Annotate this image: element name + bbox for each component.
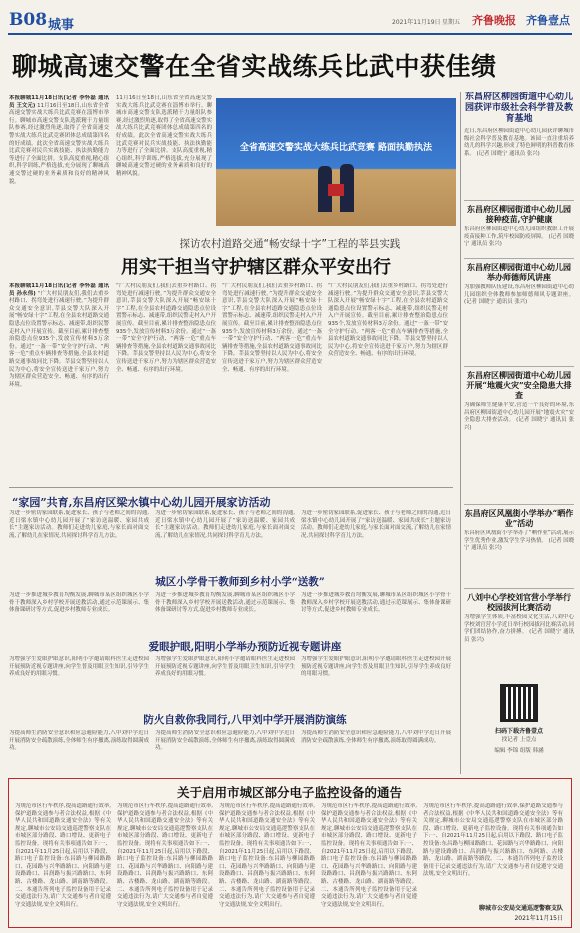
sidebar-body <box>464 226 574 249</box>
notice-box <box>8 778 572 928</box>
header-rule <box>8 33 572 35</box>
photo-banner-text: 全省高速交警实战大练兵比武竞赛 路面执勤执法 <box>239 143 433 153</box>
second-body-cont: “广大村民朋友们,我们去重乡村路口、拐弯处进行减速行驶。”为提升群众交通安全意识,莘县交警大队深入开展“畅安绿十字”工程,在全县农村道路交通隐患点位设置警示标志、减速带,组织民警走村入户开展宣传。截至目前,累计排查整治隐患点位935个,发放宣传材料3万余份。通过“一盔一带”安全守护行动、“两客一危”重点车辆排查等措施,全县农村道路交通事故同比下降。莘县交警坚持以人民为中心,将安全宣传送进千家万户,努力为辖区群众营造安全、畅通、有序的出行环境。 <box>328 283 448 358</box>
sidebar-headline: 东昌府区柳园街道中心幼儿园获评市级社会科学普及教育基地 <box>464 92 573 124</box>
award-plaque <box>328 184 344 196</box>
qr-block <box>466 684 572 776</box>
lower-headline-4: 防火自救你我同行,八甲刘中学开展消防演练 <box>143 714 347 726</box>
sidebar-body <box>464 284 574 307</box>
sidebar-body-text: 近日,东昌府区柳园街道中心幼儿园获评聊城市级社会科学普及教育基地。该园一直注重培养幼儿的科学兴趣,形成了特色鲜明的科普教育体系。 <box>464 128 574 157</box>
qr-caption: 扫码下载齐鲁壹点 <box>494 728 543 735</box>
sidebar-body <box>464 402 574 432</box>
page-code: B08 <box>9 10 48 30</box>
second-article-col3 <box>222 283 322 481</box>
second-byline: 本报聊城11月18日讯(记者 李怀磊 通讯员 孙永伟) <box>9 283 109 297</box>
brand-logo: 齐鲁晚报 <box>472 14 516 27</box>
second-article-col2 <box>116 283 216 481</box>
sidebar-body <box>464 128 574 158</box>
sidebar-headline: 东昌府区柳园街道中心幼儿园接种疫苗,守护健康 <box>467 204 571 224</box>
sidebar-credit: (记者 国晓宁 通讯员 张兴) <box>464 233 574 248</box>
notice-signoff-date: 2021年11月15日 <box>514 915 563 922</box>
lower-body-4b: 为提高师生消防安全意识和应急避险能力,八甲刘中学近日开展消防安全疏散演练,全体师生有序撤离,演练取得圆满成功。 <box>155 730 295 752</box>
lower-headline-2: 城区小学骨干教师到乡村小学“送教” <box>155 576 325 588</box>
award-photo <box>216 98 456 226</box>
editor-credits: 编辑 李锦 组版 韩涵 <box>494 748 544 754</box>
sidebar-body <box>464 614 574 644</box>
main-body-cont: 11月16日至18日,山东省全省高速交警实战大练兵比武竞赛在淄博市举行。聊城市高速交警支队选派精干力量组队参赛,经过激烈角逐,取得了全省高速交警实战大练兵比武竞赛团体总成绩第四名的好成绩。此次全省高速交警实战大练兵比武竞赛对民兵实战技能、执法执勤能力等进行了全面比拼。支队高度重视,精心组织,科学训练,严格选拔,充分展现了聊城高速交警过硬的业务素质和良好的精神风貌。 <box>116 95 212 177</box>
sidebar-item <box>464 200 574 258</box>
lower-headline-1: “家园”共育,东昌府区梁水镇中心幼儿园开展家访活动 <box>12 496 271 509</box>
second-article-subtitle: 探访农村道路交通“畅安绿十字”工程的莘县实践 <box>179 238 401 250</box>
notice-body-col1: 为规范市区行车秩序,提高道路通行效率,保护道路交通参与者合法权益,根据《中华人民共和国道路交通安全法》等有关规定,聊城市公安局交通巡逻警察支队在市城区部分路段、路口增设、更新电子监控设备。现将有关事项通告如下:一、自2021年11月25日起,启用以下路段、路口电子监控设备:东昌路与柳园路路口、花园路与兴华路路口、向阳路与建设路路口、昌润路与振兴路路口、东阿路、古楼路、龙山路、湖南路等路段。二、本通告所列电子监控设备用于记录交通违法行为,请广大交通参与者自觉遵守交通法规,安全文明出行。 <box>15 803 111 908</box>
lower-body-4c: 为提高师生消防安全意识和应急避险能力,八甲刘中学近日开展消防安全疏散演练,全体师生有序撤离,演练取得圆满成功。 <box>301 730 451 744</box>
sidebar-headline: 东昌府区柳园街道中心幼儿园举办师德师风讲座 <box>467 262 571 282</box>
sidebar-item <box>464 588 574 688</box>
lower-body-1b: 为进一步密切家园联系,促进家长、孩子与老师之间的沟通,近日梁水镇中心幼儿园开展了“家访送温暖、家园共成长”主题家访活动。教师们走进幼儿家庭,与家长面对面交流,了解幼儿在家情况,共同探讨科学育儿方法。 <box>155 510 295 539</box>
section-name: 城事 <box>48 18 75 33</box>
second-article-headline: 用实干担当守护辖区群众平安出行 <box>121 257 391 278</box>
sidebar-body-text: 东昌府区柳园街道中心幼儿园组织教职工开展疫苗接种工作,筑牢校园防疫屏障。 <box>464 226 574 240</box>
sidebar-credit: (记者 国晓宁 通讯员 张兴) <box>464 299 528 306</box>
sidebar-item <box>464 258 574 366</box>
qr-code-icon[interactable] <box>500 684 538 722</box>
divider <box>9 487 453 488</box>
page-header <box>0 0 580 40</box>
sidebar-body-text: 为加强教师队伍建设,东昌府区柳园街道中心幼儿园组织全体教师参加师德师风专题讲座。 <box>464 284 574 298</box>
lower-body-3c: 为增强学生爱眼护眼意识,阳明小学邀请眼科医生走进校园开展预防近视专题讲座,向学生普及用眼卫生知识,引导学生养成良好的用眼习惯。 <box>301 656 451 678</box>
lower-body-1: 为进一步密切家园联系,促进家长、孩子与老师之间的沟通,近日梁水镇中心幼儿园开展了“家访送温暖、家园共成长”主题家访活动。教师们走进幼儿家庭,与家长面对面交流,了解幼儿在家情况,共同探讨科学育儿方法。 <box>9 510 149 539</box>
column-divider <box>460 92 461 774</box>
qr-subcaption: 找记者 上壹点 <box>501 737 537 743</box>
main-article-text <box>9 95 109 245</box>
second-body: “广大村民朋友们,我们去重乡村路口、拐弯处进行减速行驶。”为提升群众交通安全意识,莘县交警大队深入开展“畅安绿十字”工程,在全县农村道路交通隐患点位设置警示标志、减速带,组织民警走村入户开展宣传。截至目前,累计排查整治隐患点位935个,发放宣传材料3万余份。通过“一盔一带”安全守护行动、“两客一危”重点车辆排查等措施,全县农村道路交通事故同比下降。莘县交警坚持以人民为中心,将安全宣传送进千家万户,努力为辖区群众营造安全、畅通、有序的出行环境。 <box>9 290 109 388</box>
sidebar-item <box>464 92 574 200</box>
sidebar-body-text: 为确保师生健康平安,营造一个良好的环境,东昌府区柳园街道中心幼儿园开展“地震火灾”安全隐患大排查活动。 <box>464 402 574 424</box>
second-article-col1 <box>9 283 109 481</box>
lower-body-3: 为增强学生爱眼护眼意识,阳明小学邀请眼科医生走进校园开展预防近视专题讲座,向学生普及用眼卫生知识,引导学生养成良好的用眼习惯。 <box>9 656 149 678</box>
sidebar-body-text: 为增强学生体质,丰富校园文化生活,八刘中心学校刘官营小学近日举行校园拔河比赛活动,同学们团结协作,奋力拼搏。 <box>464 614 574 636</box>
brand-logo-blue: 齐鲁壹点 <box>526 14 570 27</box>
sidebar-item <box>464 366 574 504</box>
sidebar-body-text: 东昌府区风凰街小学举办了“晒作业”活动,展示学生优秀作业,激发学生学习热情。 <box>464 530 574 544</box>
main-headline: 聊城高速交警在全省实战练兵比武中获佳绩 <box>12 52 497 81</box>
second-article-col4 <box>328 283 448 481</box>
lower-body-3b: 为增强学生爱眼护眼意识,阳明小学邀请眼科医生走进校园开展预防近视专题讲座,向学生普及用眼卫生知识,引导学生养成良好的用眼习惯。 <box>155 656 295 678</box>
sidebar-credit: (记者 国晓宁 通讯员 张兴) <box>464 537 574 552</box>
notice-body-col2: 为规范市区行车秩序,提高道路通行效率,保护道路交通参与者合法权益,根据《中华人民共和国道路交通安全法》等有关规定,聊城市公安局交通巡逻警察支队在市城区部分路段、路口增设、更新电子监控设备。现将有关事项通告如下:一、自2021年11月25日起,启用以下路段、路口电子监控设备:东昌路与柳园路路口、花园路与兴华路路口、向阳路与建设路路口、昌润路与振兴路路口、东阿路、古楼路、龙山路、湖南路等路段。二、本通告所列电子监控设备用于记录交通违法行为,请广大交通参与者自觉遵守交通法规,安全文明出行。 <box>117 803 213 908</box>
notice-body-col5: 为规范市区行车秩序,提高道路通行效率,保护道路交通参与者合法权益,根据《中华人民共和国道路交通安全法》等有关规定,聊城市公安局交通巡逻警察支队在市城区部分路段、路口增设、更新电子监控设备。现将有关事项通告如下:一、自2021年11月25日起,启用以下路段、路口电子监控设备:东昌路与柳园路路口、花园路与兴华路路口、向阳路与建设路路口、昌润路与振兴路路口、东阿路、古楼路、龙山路、湖南路等路段。二、本通告所列电子监控设备用于记录交通违法行为,请广大交通参与者自觉遵守交通法规,安全文明出行。 <box>423 803 563 878</box>
sidebar-credit: (记者 国晓宁 通讯员 张兴) <box>464 417 574 431</box>
main-byline: 本报聊城11月18日讯(记者 李怀磊 通讯员 王文元) <box>9 95 109 109</box>
lower-body-4: 为提高师生消防安全意识和应急避险能力,八甲刘中学近日开展消防安全疏散演练,全体师生有序撤离,演练取得圆满成功。 <box>9 730 149 752</box>
main-body: 11月16日至18日,山东省全省高速交警实战大练兵比武竞赛在淄博市举行。聊城市高速交警支队选派精干力量组队参赛,经过激烈角逐,取得了全省高速交警实战大练兵比武竞赛团体总成绩第四名的好成绩。此次全省高速交警实战大练兵比武竞赛对民兵实战技能、执法执勤能力等进行了全面比拼。支队高度重视,精心组织,科学训练,严格选拔,充分展现了聊城高速交警过硬的业务素质和良好的精神风貌。 <box>9 102 109 185</box>
notice-headline: 关于启用市城区部分电子监控设备的通告 <box>176 785 402 800</box>
lower-body-2b: 为进一步推进城乡教育均衡发展,聊城市某区组织城区小学骨干教师深入乡村学校开展送教活动,通过示范课展示、集体备课研讨等方式,促进乡村教师专业成长。 <box>155 592 295 614</box>
sidebar <box>464 92 574 776</box>
notice-body-col4: 为规范市区行车秩序,提高道路通行效率,保护道路交通参与者合法权益,根据《中华人民共和国道路交通安全法》等有关规定,聊城市公安局交通巡逻警察支队在市城区部分路段、路口增设、更新电子监控设备。现将有关事项通告如下:一、自2021年11月25日起,启用以下路段、路口电子监控设备:东昌路与柳园路路口、花园路与兴华路路口、向阳路与建设路路口、昌润路与振兴路路口、东阿路、古楼路、龙山路、湖南路等路段。二、本通告所列电子监控设备用于记录交通违法行为,请广大交通参与者自觉遵守交通法规,安全文明出行。 <box>321 803 417 908</box>
lower-body-1c: 为进一步密切家园联系,促进家长、孩子与老师之间的沟通,近日梁水镇中心幼儿园开展了“家访送温暖、家园共成长”主题家访活动。教师们走进幼儿家庭,与家长面对面交流,了解幼儿在家情况,共同探讨科学育儿方法。 <box>301 510 451 539</box>
sidebar-credit: (记者 国晓宁 通讯员 张兴) <box>464 629 574 643</box>
second-body-cont: “广大村民朋友们,我们去重乡村路口、拐弯处进行减速行驶。”为提升群众交通安全意识,莘县交警大队深入开展“畅安绿十字”工程,在全县农村道路交通隐患点位设置警示标志、减速带,组织民警走村入户开展宣传。截至目前,累计排查整治隐患点位935个,发放宣传材料3万余份。通过“一盔一带”安全守护行动、“两客一危”重点车辆排查等措施,全县农村道路交通事故同比下降。莘县交警坚持以人民为中心,将安全宣传送进千家万户,努力为辖区群众营造安全、畅通、有序的出行环境。 <box>222 283 322 373</box>
notice-signoff-org: 聊城市公安局交通巡逻警察支队 <box>478 905 563 912</box>
main-article-text-col2 <box>116 95 212 245</box>
sidebar-headline: 东昌府区柳园街道中心幼儿园开展“地震火灾”安全隐患大排查 <box>466 370 572 400</box>
sidebar-headline: 八刘中心学校刘官营小学举行校园拔河比赛活动 <box>467 592 571 612</box>
lower-body-2: 为进一步推进城乡教育均衡发展,聊城市某区组织城区小学骨干教师深入乡村学校开展送教活动,通过示范课展示、集体备课研讨等方式,促进乡村教师专业成长。 <box>9 592 149 614</box>
lower-headline-3: 爱眼护眼,阳明小学举办预防近视专题讲座 <box>148 641 342 653</box>
issue-weekday: 星期五 <box>442 19 461 26</box>
issue-date: 2021年11月19日 <box>392 19 441 26</box>
sidebar-item <box>464 504 574 588</box>
second-body-cont: “广大村民朋友们,我们去重乡村路口、拐弯处进行减速行驶。”为提升群众交通安全意识,莘县交警大队深入开展“畅安绿十字”工程,在全县农村道路交通隐患点位设置警示标志、减速带,组织民警走村入户开展宣传。截至目前,累计排查整治隐患点位935个,发放宣传材料3万余份。通过“一盔一带”安全守护行动、“两客一危”重点车辆排查等措施,全县农村道路交通事故同比下降。莘县交警坚持以人民为中心,将安全宣传送进千家万户,努力为辖区群众营造安全、畅通、有序的出行环境。 <box>116 283 216 373</box>
sidebar-body <box>464 530 574 553</box>
notice-body-col3: 为规范市区行车秩序,提高道路通行效率,保护道路交通参与者合法权益,根据《中华人民共和国道路交通安全法》等有关规定,聊城市公安局交通巡逻警察支队在市城区部分路段、路口增设、更新电子监控设备。现将有关事项通告如下:一、自2021年11月25日起,启用以下路段、路口电子监控设备:东昌路与柳园路路口、花园路与兴华路路口、向阳路与建设路路口、昌润路与振兴路路口、东阿路、古楼路、龙山路、湖南路等路段。二、本通告所列电子监控设备用于记录交通违法行为,请广大交通参与者自觉遵守交通法规,安全文明出行。 <box>219 803 315 908</box>
sidebar-headline: 东昌府区风凰街小学举办“晒作业”活动 <box>464 508 574 528</box>
sidebar-credit: (记者 国晓宁 通讯员 张兴) <box>476 150 540 157</box>
lower-body-2c: 为进一步推进城乡教育均衡发展,聊城市某区组织城区小学骨干教师深入乡村学校开展送教活动,通过示范课展示、集体备课研讨等方式,促进乡村教师专业成长。 <box>301 592 451 614</box>
